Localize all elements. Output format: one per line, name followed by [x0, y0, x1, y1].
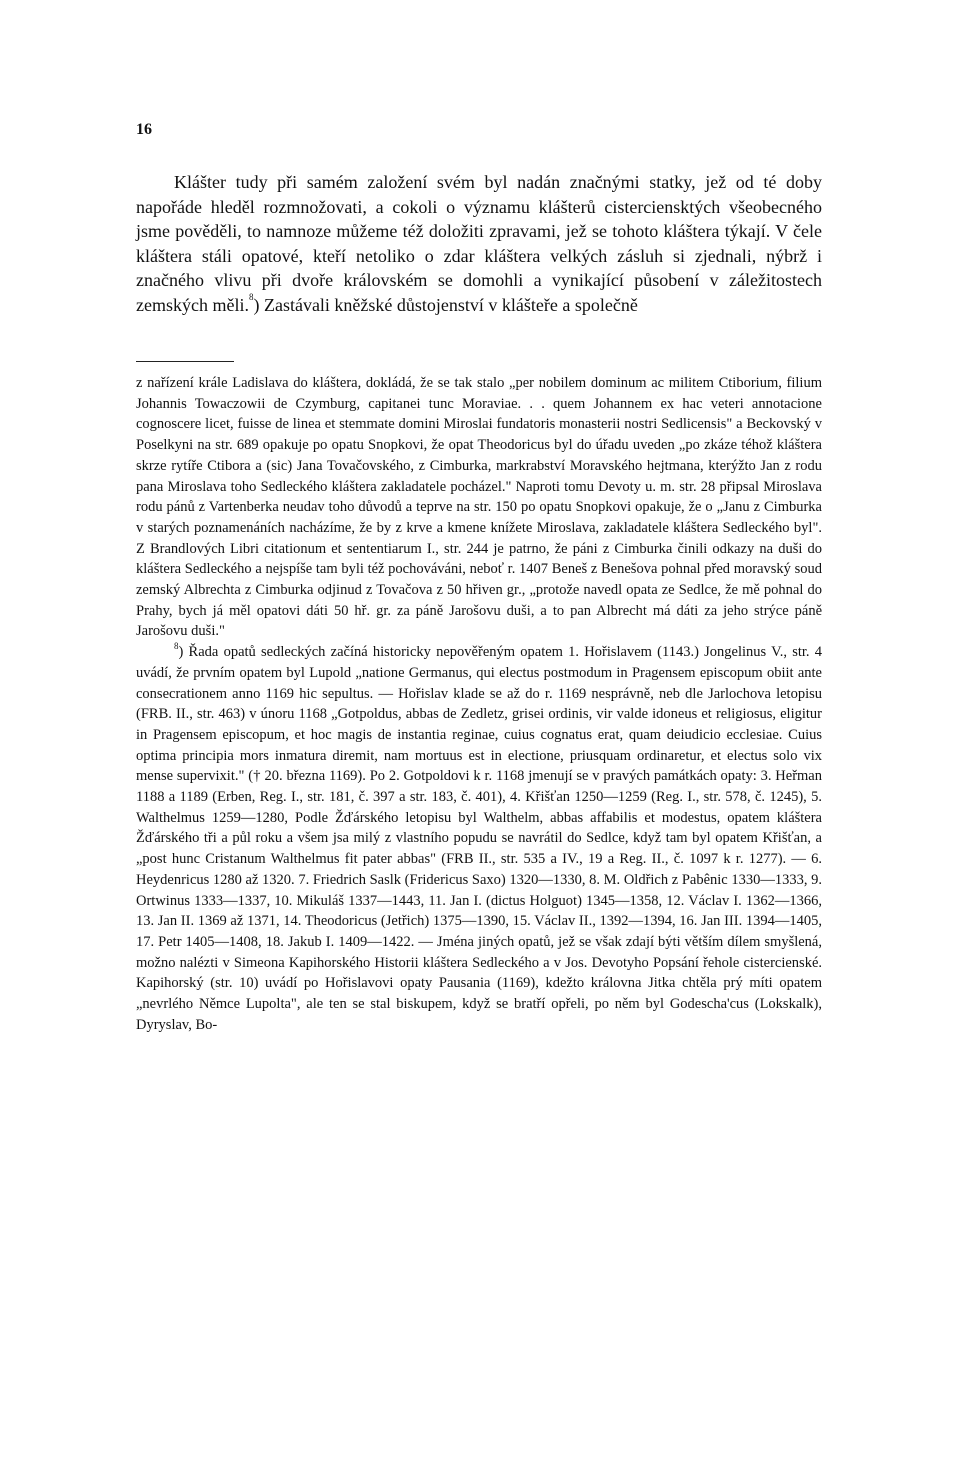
- main-paragraph: [136, 170, 822, 318]
- footnote-ref-8[interactable]: 8: [248, 291, 254, 302]
- main-text: [136, 170, 822, 318]
- footnote-7-continued: z nařízení krále Ladislava do kláštera, dokládá, že se tak stalo „per nobilem dominum ac militem Ctiborium, filium Johannis Towaczowii de Czymburg, capitanei tunc Moraviae. . . quem Johannem ex hac veteri annotacione cognoscere licet, fuisse de linea et stemmate domini Miroslai fundatoris monasterii nostri Sedlicensis" a Beckovský v Poselkyni na str. 689 opakuje po opatu Snopkovi, že opat Theodoricus byl do úřadu uveden „po zkáze téhož kláštera skrze rytíře Ctibora a (sic) Jana Tovačovského, z Cimburka, markrabství Moravského hejtmana, kterýžto Jan z rodu pana Miroslava toho Sedleckého kláštera zakladatele pocházel." Naproti tomu Devoty u. m. str. 28 připsal Miroslava rodu pánů z Vartenberka neudav toho důvodů a teprve na str. 150 po opatu Snopkovi opakuje, že o „Janu z Cimburka v starých poznamenáních nacházíme, že by z krve a kmene knížete Miroslava, zakladatele kláštera Sedleckého byl". Z Brandlových Libri citationum et sententiarum I., str. 244 je patrno, že páni z Cimburka činili odkazy na duši do kláštera Sedleckého a nejspíše tam byli též pochováváni, neboť r. 1407 Beneš z Benešova pohnal před moravský soud zemský Albrechta z Cimburka odjinud z Tovačova z 50 hřiven gr., „protože navedl opata ze Sedlce, že mě pohnal do Prahy, bych já měl opatovi dáti 50 hř. gr. za páně Jarošovu duši, a to pan Albrecht má dáti za jeho strýce páně Jarošovu duši.": [136, 375, 822, 640]
- footnotes: [136, 373, 822, 1036]
- main-paragraph-text: Klášter tudy při samém založení svém byl nadán značnými statky, jež od té doby napořáde hleděl rozmnožovati, a cokoli o významu klášterů cisterciensktých všeobecného jsme pověděli, to namnoze můžeme též doložiti zpravami, jež se tohoto kláštera týkají. V čele kláštera stáli opatové, kteří netoliko o zdar kláštera velkých zásluh si zjednali, nýbrž i značného vlivu při dvoře královském se domohli a vynikající působení v záležitostech zemských měli.: [136, 172, 822, 315]
- main-paragraph-continuation: ) Zastávali kněžské důstojenství v klášteře a společně: [253, 294, 638, 315]
- footnote-8-marker: 8: [174, 641, 179, 652]
- footnote-separator: [136, 361, 234, 362]
- page-number: 16: [136, 121, 152, 138]
- footnote-8: [136, 642, 822, 1035]
- footnote-8-text: ) Řada opatů sedleckých začíná historicky nepověřeným opatem 1. Hořislavem (1143.) Jongelinus V., str. 4 uvádí, že prvním opatem byl Lupold „natione Germanus, qui electus postmodum in Pragensem episcopum obiit ante consecrationem anno 1169 hic sepultus. — Hořislav klade se až do r. 1169 nesprávně, neb dle Jarlochova letopisu (FRB. II., str. 463) v únoru 1168 „Gotpoldus, abbas de Zedletz, grisei ordinis, vir valde idoneus et religiosus, eligitur in Pragensem episcopum, et hoc magis de instantia reginae, cuius cognatus erat, quam deiudicio ecclesiae. Cuius optima principia mors inmatura diremit, nam mortuus est in electione, priusquam ordinaretur, et electus solo vix mense supervixit." († 20. března 1169). Po 2. Gotpoldovi k r. 1168 jmenují se v pravých památkách opaty: 3. Heřman 1188 a 1189 (Erben, Reg. I., str. 181, č. 397 a str. 183, č. 401), 4. Křišťan 1250—1259 (Reg. I., str. 578, č. 1245), 5. Walthelmus 1259—1280, Podle Žďárského letopisu byl Walthelm, abbas affabilis et modestus, opatem kláštera Žďárského tři a půl roku a všem jsa milý z vlastního popudu se navrátil do Sedlce, když tam byl opatem Křišťan, a „post hunc Cristanum Walthelmus fit pater abbas" (FRB II., str. 535 a IV., 19 a Reg. II., č. 1097 k r. 1277). — 6. Heydenricus 1280 až 1320. 7. Friedrich Saslk (Fridericus Saxo) 1320—1330, 8. M. Oldřich z Pabênic 1330—1333, 9. Ortwinus 1333—1337, 10. Mikuláš 1337—1443, 11. Jan I. (dictus Holguot) 1345—1358, 12. Václav I. 1362—1366, 13. Jan II. 1369 až 1371, 14. Theodoricus (Jetřich) 1375—1390, 15. Václav II., 1392—1394, 16. Jan III. 1394—1405, 17. Petr 1405—1408, 18. Jakub I. 1409—1422. — Jména jiných opatů, jež se však zdají býti větším dílem smyšlená, možno nalézti v Simeona Kapihorského Historii kláštera Sedleckého a v Jos. Devotyho Popsání řehole cistercienské. Kapihorský (str. 10) uvádí po Hořislavovi opaty Pausania (1169), kdežto královna Jitka chtěla prý míti opatem „nevrlého Němce Lupolta", ale ten se stal biskupem, když se bratří opřeli, po něm byl Godescha'cus (Lokskalk), Dyryslav, Bo-: [136, 644, 822, 1033]
